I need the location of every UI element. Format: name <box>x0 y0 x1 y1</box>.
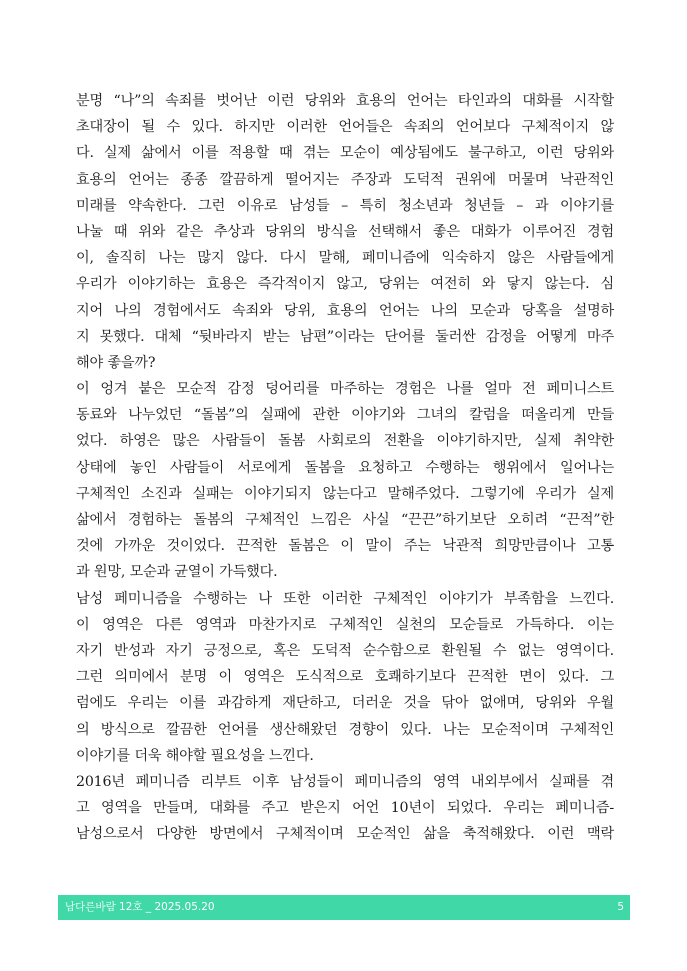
text-line: 고 영역을 만들며, 대화를 주고 받은지 어언 10년이 되었다. 우리는 페미니즘- <box>76 800 614 817</box>
text-line: 초대장이 될 수 있다. 하지만 이러한 언어들은 속죄의 언어보다 구체적이지 않 <box>76 119 614 136</box>
body-text <box>76 88 614 847</box>
text-line: 것에 가까운 것이었다. 끈적한 돌봄은 이 말이 주는 낙관적 희망만큼이나 고통 <box>76 538 614 555</box>
text-line: 상태에 놓인 사람들이 서로에게 돌봄을 요청하고 수행하는 행위에서 일어나는 <box>76 459 614 476</box>
text-line: 다. 실제 삶에서 이를 적용할 때 겪는 모순이 예상됨에도 불구하고, 이런 당위와 <box>76 145 614 162</box>
text-line: 지어 나의 경험에서도 속죄와 당위, 효용의 언어는 나의 모순과 당혹을 설명하 <box>76 302 614 319</box>
text-line: 이, 솔직히 나는 많지 않다. 다시 말해, 페미니즘에 익숙하지 않은 사람들에게 <box>76 250 614 267</box>
text-line: 남성 페미니즘을 수행하는 나 또한 이러한 구체적인 이야기가 부족함을 느낀다. <box>76 590 614 607</box>
text-line: 남성으로서 다양한 방면에서 구체적이며 모순적인 삶을 축적해왔다. 이런 맥락 <box>76 826 614 843</box>
text-line: 그런 의미에서 분명 이 영역은 도식적으로 호쾌하기보다 끈적한 면이 있다. 그 <box>76 669 614 686</box>
text-line: 럼에도 우리는 이를 과감하게 재단하고, 더러운 것을 닦아 없애며, 당위와 우월 <box>76 695 614 712</box>
text-line: 자기 반성과 자기 긍정으로, 혹은 도덕적 순수함으로 환원될 수 없는 영역이다. <box>76 642 614 659</box>
page-number: 5 <box>617 901 624 913</box>
text-line: 2016년 페미니즘 리부트 이후 남성들이 페미니즘의 영역 내외부에서 실패를 겪 <box>76 773 614 790</box>
text-line: 나눌 때 위와 같은 추상과 당위의 방식을 선택해서 좋은 대화가 이루어진 경험 <box>76 223 614 240</box>
text-line: 동료와 나누었던 “돌봄”의 실패에 관한 이야기와 그녀의 칼럼을 떠올리게 만들 <box>76 407 614 424</box>
text-line: 분명 “나”의 속죄를 벗어난 이런 당위와 효용의 언어는 타인과의 대화를 시작할 <box>76 93 614 109</box>
text-line: 과 원망, 모순과 균열이 가득했다. <box>76 564 278 581</box>
text-line: 해야 좋을까? <box>76 354 156 371</box>
text-line: 효용의 언어는 종종 깔끔하게 떨어지는 주장과 도덕적 권위에 머물며 낙관적인 <box>76 171 614 188</box>
text-line: 지 못했다. 대체 “뒷바라지 받는 남편”이라는 단어를 둘러싼 감정을 어떻게 마주 <box>76 328 614 345</box>
text-line: 미래를 약속한다. 그런 이유로 남성들 – 특히 청소년과 청년들 – 과 이야기를 <box>76 197 614 214</box>
text-line: 우리가 이야기하는 효용은 즉각적이지 않고, 당위는 여전히 와 닿지 않는다. 심 <box>76 276 614 293</box>
text-line: 이 영역은 다른 영역과 마찬가지로 구체적인 실천의 모순들로 가득하다. 이는 <box>76 616 614 633</box>
publication-info: 남다른바람 12호 _ 2025.05.20 <box>65 901 215 913</box>
text-line: 의 방식으로 깔끔한 언어를 생산해왔던 경향이 있다. 나는 모순적이며 구체적인 <box>76 721 614 738</box>
text-line: 었다. 하영은 많은 사람들이 돌봄 사회로의 전환을 이야기하지만, 실제 취약한 <box>76 433 614 450</box>
text-line: 이야기를 더욱 해야할 필요성을 느낀다. <box>76 747 314 764</box>
text-line: 삶에서 경험하는 돌봄의 구체적인 느낌은 사실 “끈끈”하기보단 오히려 “끈적”한 <box>76 512 614 528</box>
text-line: 구체적인 소진과 실패는 이야기되지 않는다고 말해주었다. 그렇기에 우리가 실제 <box>76 485 614 502</box>
footer-bar <box>58 895 630 920</box>
text-line: 이 엉겨 붙은 모순적 감정 덩어리를 마주하는 경험은 나를 얼마 전 페미니스트 <box>76 381 614 398</box>
